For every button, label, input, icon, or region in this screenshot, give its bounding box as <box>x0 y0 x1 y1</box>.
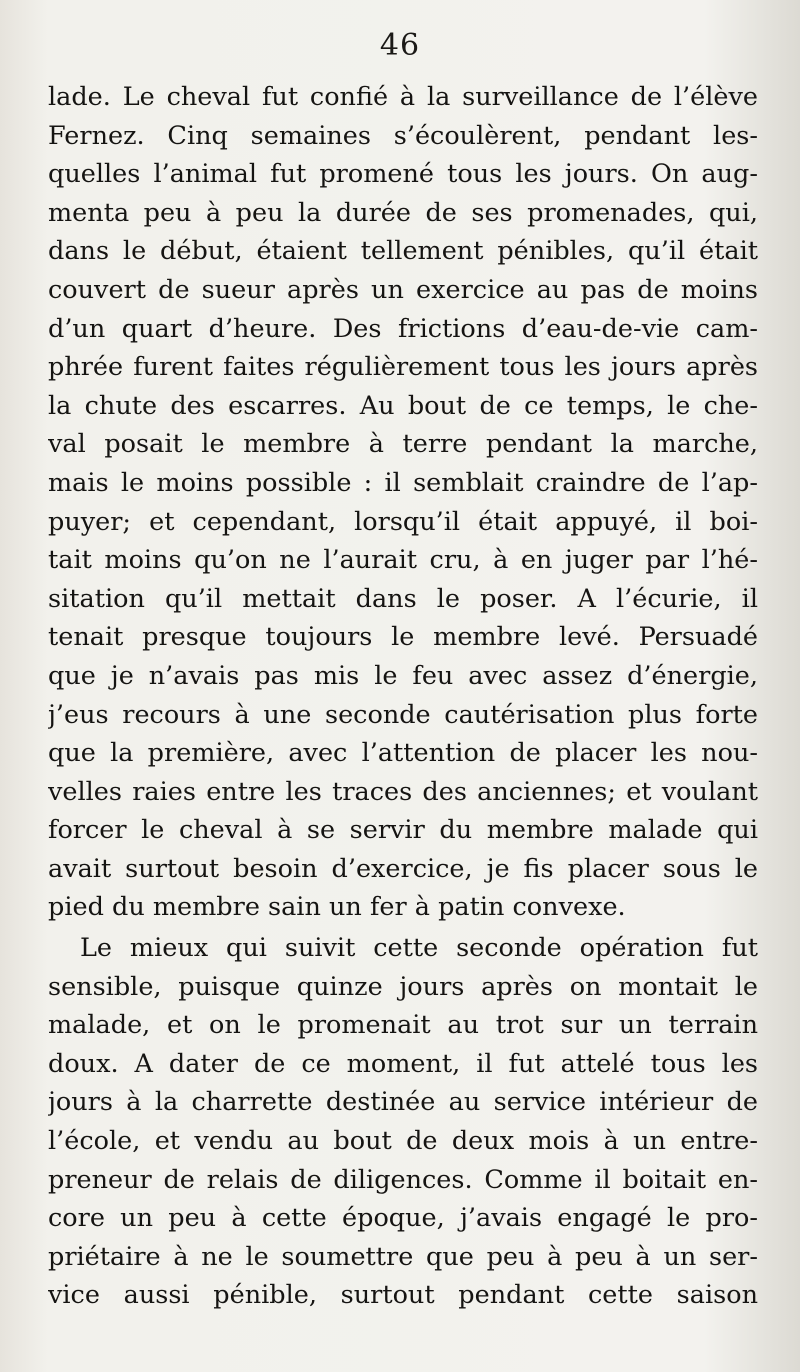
text-line: l’école, et vendu au bout de deux mois à un entre- <box>48 1126 758 1157</box>
text-line: j’eus recours à une seconde cautérisation plus forte <box>48 699 758 730</box>
text-line: malade, et on le promenait au trot sur un terrain <box>48 1010 758 1041</box>
text-line: Le mieux qui suivit cette seconde opération fut <box>80 933 758 964</box>
body-text <box>48 78 758 1315</box>
text-line: vice aussi pénible, surtout pendant cette saison <box>48 1280 758 1311</box>
text-line: mais le moins possible : il semblait craindre de l’ap- <box>48 467 758 498</box>
text-line: core un peu à cette époque, j’avais engagé le pro- <box>48 1203 758 1234</box>
text-line: que je n’avais pas mis le feu avec assez d’énergie, <box>48 660 758 691</box>
text-line: doux. A dater de ce moment, il fut attelé tous les <box>48 1048 758 1079</box>
text-line: tenait presque toujours le membre levé. Persuadé <box>48 622 758 653</box>
text-line: menta peu à peu la durée de ses promenades, qui, <box>48 197 758 228</box>
text-line: preneur de relais de diligences. Comme il boitait en- <box>48 1164 758 1195</box>
text-line: jours à la charrette destinée au service intérieur de <box>48 1087 758 1118</box>
text-line: velles raies entre les traces des anciennes; et voulant <box>48 776 758 807</box>
text-line: pied du membre sain un fer à patin convexe. <box>48 892 626 923</box>
text-line: priétaire à ne le soumettre que peu à peu à un ser- <box>48 1241 758 1272</box>
text-line: sensible, puisque quinze jours après on montait le <box>48 971 758 1002</box>
text-line: d’un quart d’heure. Des frictions d’eau-de-vie cam- <box>48 313 758 344</box>
text-line: forcer le cheval à se servir du membre malade qui <box>48 815 758 846</box>
page-number: 46 <box>379 28 421 63</box>
text-line: lade. Le cheval fut confié à la surveillance de l’élève <box>48 82 758 112</box>
text-line: tait moins qu’on ne l’aurait cru, à en juger par l’hé- <box>48 545 758 576</box>
text-line: Fernez. Cinq semaines s’écoulèrent, pendant les- <box>48 120 758 151</box>
text-line: la chute des escarres. Au bout de ce temps, le che- <box>48 390 758 421</box>
text-line: couvert de sueur après un exercice au pas de moins <box>48 274 758 305</box>
text-line: phrée furent faites régulièrement tous les jours après <box>48 352 758 383</box>
text-line: avait surtout besoin d’exercice, je fis placer sous le <box>48 853 758 884</box>
text-line: que la première, avec l’attention de placer les nou- <box>48 738 758 769</box>
text-line: quelles l’animal fut promené tous les jours. On aug- <box>48 159 758 190</box>
text-line: dans le début, étaient tellement pénibles, qu’il était <box>48 236 758 267</box>
text-line: val posait le membre à terre pendant la marche, <box>48 429 758 460</box>
text-line: puyer; et cependant, lorsqu’il était appuyé, il boi- <box>48 506 758 537</box>
text-line: sitation qu’il mettait dans le poser. A l’écurie, il <box>48 583 758 614</box>
